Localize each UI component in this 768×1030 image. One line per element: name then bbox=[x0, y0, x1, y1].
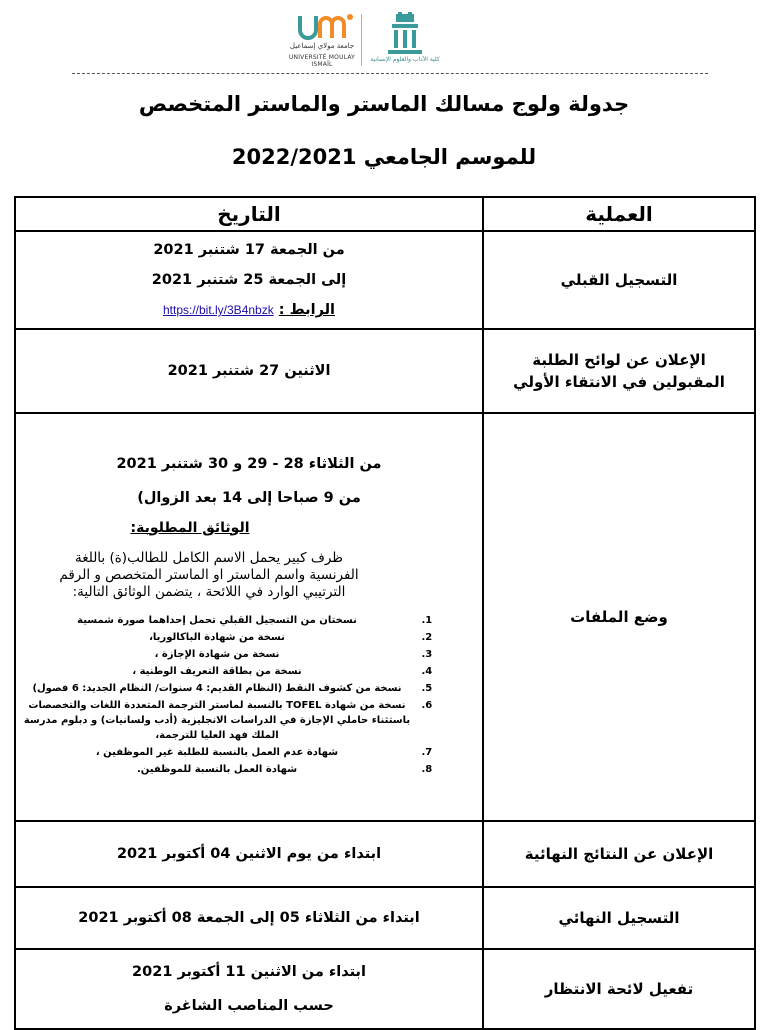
envelope-instructions: ظرف كبير يحمل الاسم الكامل للطالب(ة) باللغة الفرنسية واسم الماستر او الماستر المتخصص و الرقم الترتيبي الوارد في اللائحة ، يتضمن الوثائق التالية: bbox=[59, 549, 359, 600]
date-cell: ابتداء من الثلاثاء 05 إلى الجمعة 08 أكتوبر 2021 bbox=[15, 887, 483, 949]
table-header-row bbox=[15, 197, 755, 231]
column-header-date: التاريخ bbox=[15, 197, 483, 231]
documents-list bbox=[16, 613, 458, 777]
date-range: من الثلاثاء 28 - 29 و 30 شتنبر 2021 bbox=[116, 455, 382, 472]
date-cell: الاثنين 27 شتنبر 2021 bbox=[15, 329, 483, 413]
date-cell bbox=[15, 413, 483, 821]
page-title: جدولة ولوج مسالك الماستر والماستر المتخصص bbox=[138, 92, 630, 116]
faculty-logo bbox=[366, 10, 444, 70]
table-row bbox=[15, 887, 755, 949]
operation-cell: التسجيل النهائي bbox=[483, 887, 755, 949]
table-row bbox=[15, 231, 755, 329]
registration-link[interactable]: https://bit.ly/3B4nbzk bbox=[162, 303, 274, 317]
operation-cell: تفعيل لائحة الانتظار bbox=[483, 949, 755, 1029]
operation-cell: الإعلان عن النتائج النهائية bbox=[483, 821, 755, 887]
date-cell: ابتداء من يوم الاثنين 04 أكتوبر 2021 bbox=[15, 821, 483, 887]
date-start: من الجمعة 17 شتنبر 2021 bbox=[153, 242, 345, 258]
operation-cell bbox=[483, 329, 755, 413]
date-start: ابتداء من الاثنين 11 أكتوبر 2021 bbox=[132, 964, 366, 980]
document-header bbox=[0, 0, 768, 78]
list-item: 7. شهادة عدم العمل بالنسبة للطلبة غير الموظفين ، bbox=[16, 745, 418, 760]
table-row bbox=[15, 821, 755, 887]
operation-cell: التسجيل القبلي bbox=[483, 231, 755, 329]
university-logo bbox=[286, 12, 358, 70]
university-name-latin: UNIVERSITÉ MOULAY ISMAÏL bbox=[288, 54, 356, 68]
list-item: 4. نسخة من بطاقة التعريف الوطنية ، bbox=[16, 664, 418, 679]
date-cell bbox=[15, 231, 483, 329]
link-label: الرابط : bbox=[278, 302, 336, 318]
list-item: 2. نسخة من شهادة الباكالوريا، bbox=[16, 630, 418, 645]
date-note: حسب المناصب الشاغرة bbox=[164, 998, 334, 1014]
operation-cell: وضع الملفات bbox=[483, 413, 755, 821]
operation-line: المقبولين في الانتقاء الأولي bbox=[513, 373, 725, 391]
link-line bbox=[16, 295, 482, 325]
documents-title: الوثائق المطلوبة: bbox=[130, 519, 250, 536]
table-row bbox=[15, 413, 755, 821]
header-divider bbox=[72, 73, 708, 74]
table-row bbox=[15, 949, 755, 1029]
university-name-arabic: جامعة مولاي إسماعيل bbox=[289, 42, 355, 50]
list-item: 3. نسخة من شهادة الإجازة ، bbox=[16, 647, 418, 662]
faculty-caption: كلية الآداب والعلوم الإنسانية bbox=[370, 56, 440, 63]
page-subtitle: للموسم الجامعي 2022/2021 bbox=[231, 145, 537, 169]
column-header-operation: العملية bbox=[483, 197, 755, 231]
list-item: 6. نسخة من شهادة TOFEL بالنسبة لماستر الترجمة المتعددة اللغات والتخصصات باستثناء حاملي الإجازة في الدراسات الانجليزية (أدب ولسانيات) و دبلوم مدرسة الملك فهد العليا للترجمة، bbox=[16, 698, 418, 743]
schedule-table bbox=[14, 196, 756, 1030]
list-item: 8. شهادة العمل بالنسبة للموظفين. bbox=[16, 762, 418, 777]
operation-line: الإعلان عن لوائح الطلبة bbox=[532, 351, 706, 369]
table-row bbox=[15, 329, 755, 413]
logo-separator bbox=[361, 14, 362, 66]
time-range: من 9 صباحا إلى 14 بعد الزوال) bbox=[137, 489, 361, 506]
list-item: 1. نسختان من التسجيل القبلي تحمل إحداهما صورة شمسية bbox=[16, 613, 418, 628]
date-end: إلى الجمعة 25 شتنبر 2021 bbox=[151, 272, 347, 288]
date-cell bbox=[15, 949, 483, 1029]
list-item: 5. نسخة من كشوف النقط (النظام القديم: 4 سنوات/ النظام الجديد: 6 فصول) bbox=[16, 681, 418, 696]
